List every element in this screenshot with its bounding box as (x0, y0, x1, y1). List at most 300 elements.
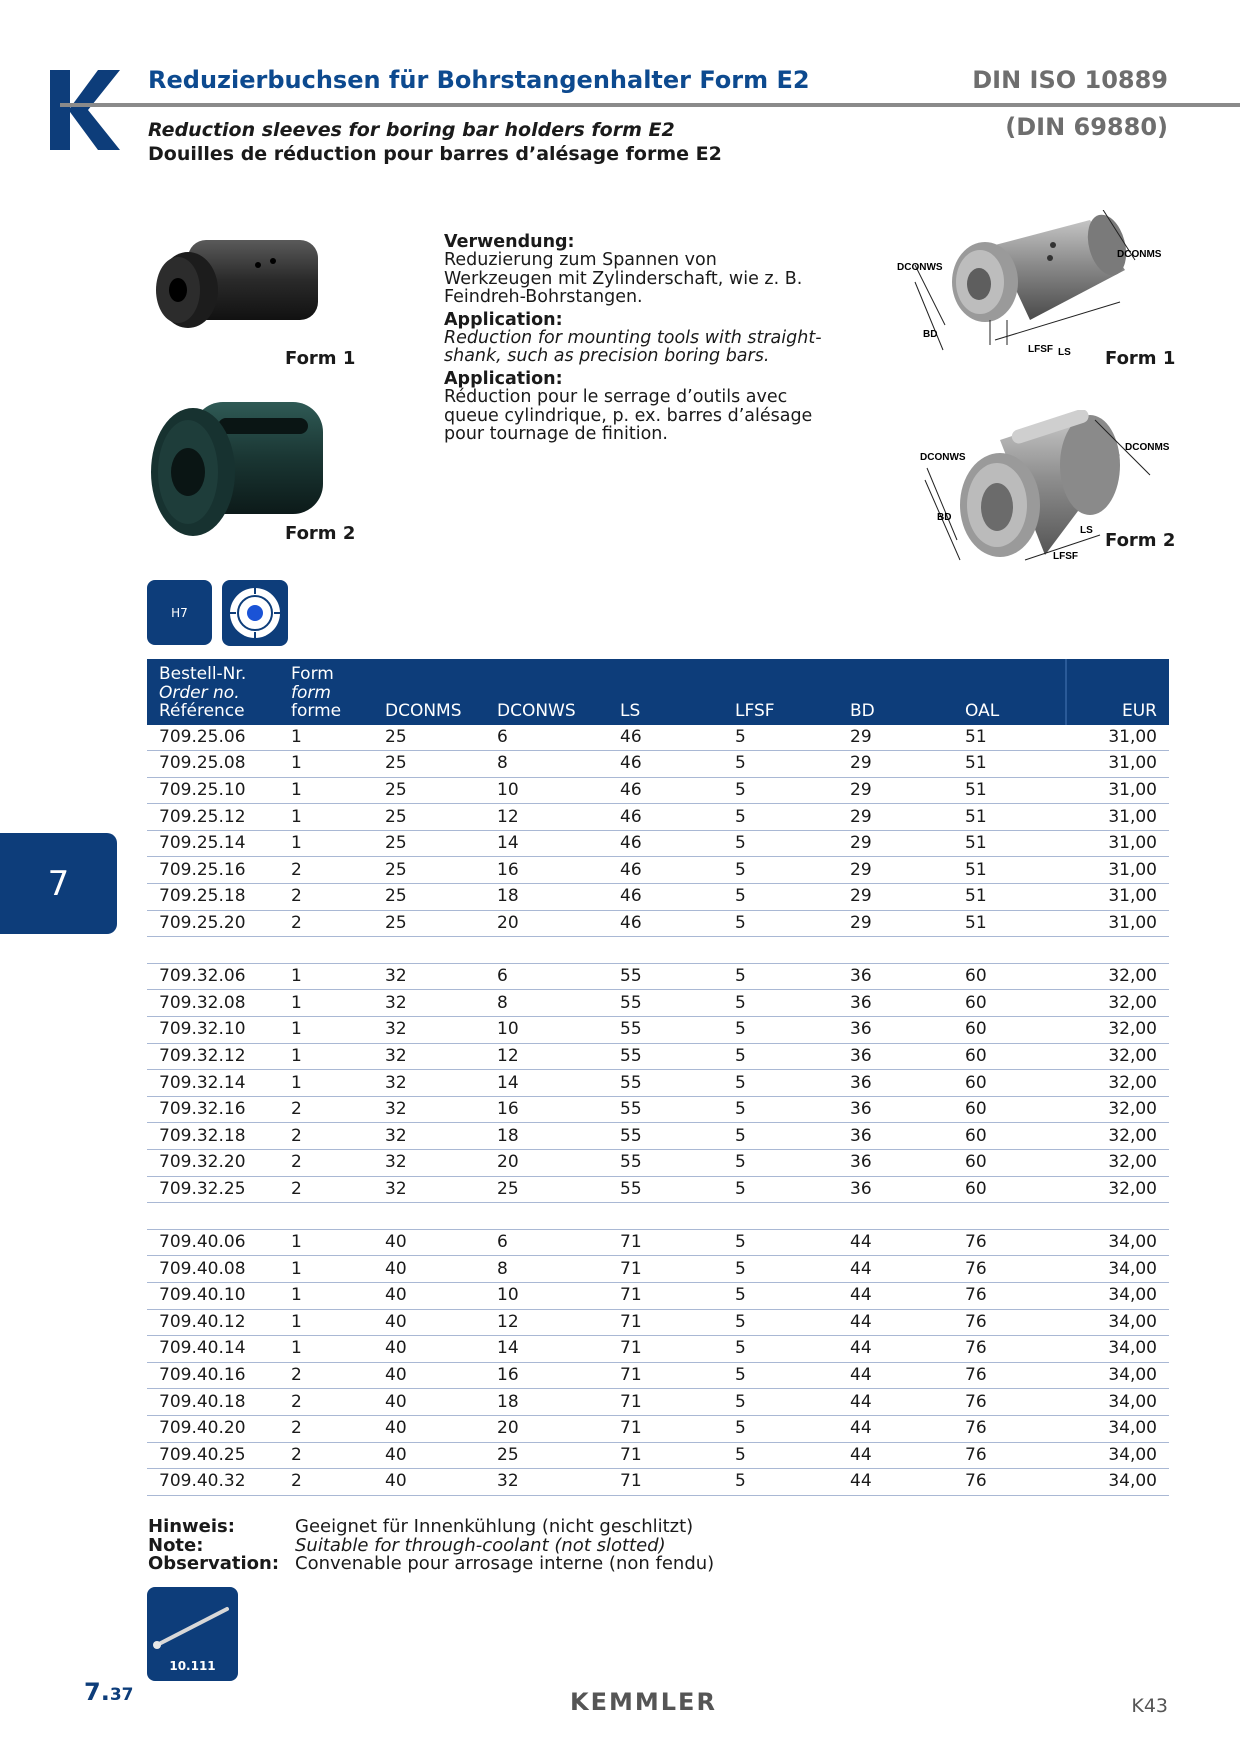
table-row[interactable] (147, 1150, 1169, 1177)
cell-ls: 55 (608, 1070, 723, 1097)
cell-oal: 60 (953, 1096, 1066, 1123)
cell-order-no: 709.40.18 (147, 1389, 279, 1416)
cell-lfsf: 5 (723, 1362, 838, 1389)
cell-oal: 76 (953, 1309, 1066, 1336)
table-row[interactable] (147, 1389, 1169, 1416)
cell-dconms: 32 (373, 1070, 485, 1097)
cell-order-no: 709.40.10 (147, 1282, 279, 1309)
cell-ls: 46 (608, 884, 723, 911)
cell-dconms: 25 (373, 910, 485, 937)
cell-order-no: 709.25.20 (147, 910, 279, 937)
cell-order-no: 709.40.08 (147, 1256, 279, 1283)
cell-dconws: 6 (485, 963, 608, 990)
cell-form: 1 (279, 725, 373, 751)
note-label-fr: Observation: (148, 1553, 280, 1574)
cell-dconms: 25 (373, 830, 485, 857)
note-texts (295, 1518, 714, 1574)
cell-lfsf: 5 (723, 910, 838, 937)
dim-label-bd-2: BD (937, 512, 952, 523)
cell-dconws: 16 (485, 1096, 608, 1123)
product-table (147, 659, 1169, 1496)
cell-bd: 44 (838, 1389, 953, 1416)
cell-order-no: 709.25.06 (147, 725, 279, 751)
cell-oal: 76 (953, 1336, 1066, 1363)
table-row[interactable] (147, 1282, 1169, 1309)
cell-form: 2 (279, 1176, 373, 1203)
cell-oal: 76 (953, 1229, 1066, 1256)
cell-order-no: 709.32.18 (147, 1123, 279, 1150)
cell-oal: 51 (953, 804, 1066, 831)
cell-ls: 46 (608, 804, 723, 831)
cell-form: 2 (279, 1362, 373, 1389)
note-labels (148, 1518, 279, 1574)
subtitle-en: Reduction sleeves for boring bar holders form E2 (148, 119, 675, 141)
cell-dconms: 32 (373, 1017, 485, 1044)
cell-dconws: 20 (485, 1150, 608, 1177)
cell-lfsf: 5 (723, 1336, 838, 1363)
dim-label-ls-2: LS (1080, 525, 1093, 536)
cell-oal: 60 (953, 1123, 1066, 1150)
cell-dconms: 40 (373, 1469, 485, 1496)
cell-lfsf: 5 (723, 751, 838, 778)
cell-order-no: 709.32.12 (147, 1043, 279, 1070)
header-lfsf: LFSF (723, 659, 838, 725)
usage-heading-fr: Application: (444, 368, 563, 389)
cell-dconms: 32 (373, 1176, 485, 1203)
cell-order-no: 709.40.14 (147, 1336, 279, 1363)
cell-eur: 31,00 (1066, 804, 1169, 831)
cell-order-no: 709.32.06 (147, 963, 279, 990)
cell-dconws: 10 (485, 777, 608, 804)
table-row[interactable] (147, 1362, 1169, 1389)
cell-form: 1 (279, 777, 373, 804)
cell-bd: 36 (838, 990, 953, 1017)
cell-order-no: 709.32.14 (147, 1070, 279, 1097)
cell-form: 2 (279, 1442, 373, 1469)
cell-form: 2 (279, 1150, 373, 1177)
cell-eur: 34,00 (1066, 1309, 1169, 1336)
cell-ls: 46 (608, 857, 723, 884)
cell-bd: 44 (838, 1309, 953, 1336)
cell-eur: 31,00 (1066, 857, 1169, 884)
cell-bd: 44 (838, 1442, 953, 1469)
cell-eur: 32,00 (1066, 990, 1169, 1017)
cell-form: 1 (279, 1256, 373, 1283)
cell-lfsf: 5 (723, 1017, 838, 1044)
table-row[interactable] (147, 1096, 1169, 1123)
form1-label: Form 1 (285, 348, 356, 369)
cell-oal: 60 (953, 990, 1066, 1017)
table-row[interactable] (147, 857, 1169, 884)
note-text-de: Geeignet für Innenkühlung (nicht geschlitzt) (295, 1516, 694, 1537)
cell-oal: 51 (953, 725, 1066, 751)
usage-description (444, 233, 824, 443)
dim-label-lfsf-2: LFSF (1053, 551, 1078, 562)
cell-form: 1 (279, 1043, 373, 1070)
dim-label-ls: LS (1058, 347, 1071, 358)
cell-dconms: 40 (373, 1389, 485, 1416)
cell-eur: 34,00 (1066, 1415, 1169, 1442)
cell-eur: 32,00 (1066, 963, 1169, 990)
cell-bd: 44 (838, 1469, 953, 1496)
cell-bd: 29 (838, 804, 953, 831)
cell-eur: 32,00 (1066, 1017, 1169, 1044)
table-row[interactable] (147, 1309, 1169, 1336)
cell-dconms: 25 (373, 751, 485, 778)
cell-bd: 29 (838, 857, 953, 884)
cell-order-no: 709.32.16 (147, 1096, 279, 1123)
cell-bd: 44 (838, 1362, 953, 1389)
cell-dconws: 18 (485, 1123, 608, 1150)
cell-eur: 32,00 (1066, 1043, 1169, 1070)
cell-dconws: 12 (485, 1309, 608, 1336)
dim-label-dconws-2: DCONWS (920, 452, 966, 463)
cell-ls: 71 (608, 1389, 723, 1416)
cell-order-no: 709.40.32 (147, 1469, 279, 1496)
cell-eur: 32,00 (1066, 1176, 1169, 1203)
cell-dconws: 25 (485, 1442, 608, 1469)
table-row[interactable] (147, 1043, 1169, 1070)
note-text-fr: Convenable pour arrosage interne (non fendu) (295, 1553, 715, 1574)
usage-text-en: Reduction for mounting tools with straight-shank, such as precision boring bars. (444, 328, 822, 367)
cell-form: 1 (279, 1017, 373, 1044)
accessory-ref: 10.111 (169, 1659, 216, 1673)
cell-dconws: 8 (485, 990, 608, 1017)
cell-bd: 44 (838, 1229, 953, 1256)
cell-ls: 71 (608, 1309, 723, 1336)
cell-ls: 55 (608, 1096, 723, 1123)
cell-order-no: 709.32.20 (147, 1150, 279, 1177)
cell-ls: 71 (608, 1256, 723, 1283)
cell-bd: 36 (838, 1043, 953, 1070)
cell-form: 2 (279, 857, 373, 884)
cell-bd: 29 (838, 830, 953, 857)
cell-eur: 31,00 (1066, 830, 1169, 857)
table-row[interactable] (147, 1336, 1169, 1363)
cell-ls: 55 (608, 1176, 723, 1203)
cell-order-no: 709.25.18 (147, 884, 279, 911)
cell-lfsf: 5 (723, 1096, 838, 1123)
header-order-no: Bestell-Nr. Order no. Référence (147, 659, 279, 725)
cell-form: 2 (279, 1389, 373, 1416)
cell-order-no: 709.40.25 (147, 1442, 279, 1469)
cell-dconws: 14 (485, 830, 608, 857)
standard-label-alt: (DIN 69880) (1005, 113, 1168, 141)
tolerance-label: H7 (171, 605, 188, 620)
table-body (147, 725, 1169, 1496)
cell-oal: 60 (953, 1043, 1066, 1070)
cell-dconms: 25 (373, 725, 485, 751)
cell-bd: 44 (838, 1415, 953, 1442)
cell-dconms: 25 (373, 884, 485, 911)
cell-ls: 55 (608, 1150, 723, 1177)
dim-label-bd: BD (923, 329, 938, 340)
cell-lfsf: 5 (723, 884, 838, 911)
cell-eur: 34,00 (1066, 1362, 1169, 1389)
cell-ls: 71 (608, 1442, 723, 1469)
cell-eur: 34,00 (1066, 1282, 1169, 1309)
cell-ls: 71 (608, 1336, 723, 1363)
brand-wordmark: KEMMLER (570, 1688, 717, 1716)
cell-oal: 76 (953, 1362, 1066, 1389)
cell-oal: 76 (953, 1389, 1066, 1416)
cell-lfsf: 5 (723, 990, 838, 1017)
tolerance-badge (147, 580, 212, 645)
cell-dconms: 40 (373, 1282, 485, 1309)
accessory-link[interactable] (147, 1587, 238, 1681)
header-divider (60, 103, 1240, 107)
cell-eur: 31,00 (1066, 910, 1169, 937)
cell-form: 2 (279, 1415, 373, 1442)
cell-dconws: 16 (485, 1362, 608, 1389)
cell-lfsf: 5 (723, 857, 838, 884)
table-row[interactable] (147, 804, 1169, 831)
table-row[interactable] (147, 990, 1169, 1017)
cell-dconms: 32 (373, 1150, 485, 1177)
page-title: Reduzierbuchsen für Bohrstangenhalter Form E2 (148, 66, 810, 94)
cell-dconws: 16 (485, 857, 608, 884)
cell-ls: 55 (608, 1123, 723, 1150)
cell-dconws: 14 (485, 1336, 608, 1363)
cell-bd: 36 (838, 963, 953, 990)
cell-eur: 34,00 (1066, 1256, 1169, 1283)
cell-dconms: 25 (373, 804, 485, 831)
cell-form: 2 (279, 884, 373, 911)
cell-dconms: 32 (373, 990, 485, 1017)
cell-dconws: 6 (485, 1229, 608, 1256)
cell-eur: 34,00 (1066, 1469, 1169, 1496)
cell-eur: 31,00 (1066, 751, 1169, 778)
cell-order-no: 709.40.16 (147, 1362, 279, 1389)
cell-lfsf: 5 (723, 1415, 838, 1442)
table-row[interactable] (147, 1229, 1169, 1256)
cell-dconms: 32 (373, 1043, 485, 1070)
usage-heading-en: Application: (444, 309, 563, 330)
cell-form: 1 (279, 1282, 373, 1309)
cell-dconms: 40 (373, 1256, 485, 1283)
table-row[interactable] (147, 830, 1169, 857)
dim-label-dconms-2: DCONMS (1125, 442, 1170, 453)
form1-drawing-label: Form 1 (1105, 348, 1176, 369)
cell-eur: 31,00 (1066, 777, 1169, 804)
cell-ls: 55 (608, 990, 723, 1017)
cell-eur: 31,00 (1066, 884, 1169, 911)
dim-label-dconms: DCONMS (1117, 249, 1162, 260)
table-row[interactable] (147, 1017, 1169, 1044)
cell-eur: 32,00 (1066, 1123, 1169, 1150)
cell-eur: 34,00 (1066, 1389, 1169, 1416)
cell-dconws: 10 (485, 1017, 608, 1044)
table-row[interactable] (147, 884, 1169, 911)
group-spacer (147, 937, 1169, 964)
cell-dconws: 8 (485, 751, 608, 778)
cell-order-no: 709.25.14 (147, 830, 279, 857)
cell-eur: 32,00 (1066, 1070, 1169, 1097)
usage-heading-de: Verwendung: (444, 232, 575, 252)
cell-oal: 76 (953, 1415, 1066, 1442)
header-form: Form form forme (279, 659, 373, 725)
table-header-row (147, 659, 1169, 725)
cell-form: 1 (279, 1336, 373, 1363)
cell-oal: 60 (953, 963, 1066, 990)
cell-bd: 36 (838, 1176, 953, 1203)
cell-ls: 71 (608, 1469, 723, 1496)
cell-dconws: 18 (485, 1389, 608, 1416)
group-spacer (147, 1203, 1169, 1230)
cell-bd: 44 (838, 1282, 953, 1309)
cell-oal: 60 (953, 1070, 1066, 1097)
note-text-en: Suitable for through-coolant (not slotted) (295, 1534, 666, 1556)
cell-order-no: 709.25.10 (147, 777, 279, 804)
cell-lfsf: 5 (723, 1309, 838, 1336)
cell-dconws: 10 (485, 1282, 608, 1309)
cell-oal: 76 (953, 1442, 1066, 1469)
cell-dconws: 12 (485, 804, 608, 831)
cell-dconms: 40 (373, 1415, 485, 1442)
cell-lfsf: 5 (723, 1150, 838, 1177)
cell-oal: 76 (953, 1282, 1066, 1309)
cell-dconms: 40 (373, 1309, 485, 1336)
table-row[interactable] (147, 963, 1169, 990)
table-row[interactable] (147, 1123, 1169, 1150)
cell-order-no: 709.25.16 (147, 857, 279, 884)
cell-oal: 76 (953, 1256, 1066, 1283)
cell-eur: 34,00 (1066, 1229, 1169, 1256)
cell-bd: 29 (838, 884, 953, 911)
table-row[interactable] (147, 777, 1169, 804)
cell-ls: 46 (608, 830, 723, 857)
cell-form: 1 (279, 1309, 373, 1336)
cell-ls: 71 (608, 1362, 723, 1389)
cell-form: 2 (279, 1123, 373, 1150)
cell-oal: 60 (953, 1017, 1066, 1044)
cell-lfsf: 5 (723, 1442, 838, 1469)
cell-bd: 29 (838, 751, 953, 778)
chapter-tab[interactable] (0, 833, 117, 934)
cell-bd: 36 (838, 1150, 953, 1177)
cell-lfsf: 5 (723, 804, 838, 831)
cell-ls: 46 (608, 725, 723, 751)
cell-ls: 55 (608, 963, 723, 990)
cell-oal: 76 (953, 1469, 1066, 1496)
cell-lfsf: 5 (723, 777, 838, 804)
cell-bd: 36 (838, 1096, 953, 1123)
cell-bd: 44 (838, 1256, 953, 1283)
table-row[interactable] (147, 751, 1169, 778)
table-row[interactable] (147, 910, 1169, 937)
cell-form: 2 (279, 1469, 373, 1496)
cell-eur: 34,00 (1066, 1442, 1169, 1469)
boring-bar-icon (147, 1587, 238, 1657)
cell-order-no: 709.32.25 (147, 1176, 279, 1203)
header-dconws: DCONWS (485, 659, 608, 725)
cell-bd: 29 (838, 777, 953, 804)
cell-oal: 60 (953, 1176, 1066, 1203)
form2-drawing-label: Form 2 (1105, 530, 1176, 551)
cell-eur: 32,00 (1066, 1096, 1169, 1123)
cell-order-no: 709.40.20 (147, 1415, 279, 1442)
cell-lfsf: 5 (723, 830, 838, 857)
cell-lfsf: 5 (723, 1123, 838, 1150)
cell-form: 1 (279, 830, 373, 857)
cell-dconms: 32 (373, 1096, 485, 1123)
table-row[interactable] (147, 1176, 1169, 1203)
cell-bd: 36 (838, 1070, 953, 1097)
cell-ls: 46 (608, 910, 723, 937)
cell-oal: 51 (953, 857, 1066, 884)
cell-lfsf: 5 (723, 963, 838, 990)
cell-dconms: 40 (373, 1336, 485, 1363)
note-label-de: Hinweis: (148, 1516, 235, 1537)
cell-oal: 51 (953, 751, 1066, 778)
cell-dconws: 18 (485, 884, 608, 911)
table-row[interactable] (147, 1256, 1169, 1283)
table-row[interactable] (147, 1442, 1169, 1469)
concentric-badge (222, 580, 288, 646)
cell-lfsf: 5 (723, 725, 838, 751)
cell-dconws: 6 (485, 725, 608, 751)
cell-order-no: 709.40.12 (147, 1309, 279, 1336)
cell-bd: 29 (838, 910, 953, 937)
cell-ls: 71 (608, 1415, 723, 1442)
table-row[interactable] (147, 1469, 1169, 1496)
cell-dconws: 20 (485, 1415, 608, 1442)
cell-bd: 36 (838, 1017, 953, 1044)
cell-order-no: 709.25.12 (147, 804, 279, 831)
cell-lfsf: 5 (723, 1282, 838, 1309)
cell-bd: 29 (838, 725, 953, 751)
standard-label: DIN ISO 10889 (972, 66, 1168, 94)
cell-dconws: 25 (485, 1176, 608, 1203)
cell-form: 2 (279, 910, 373, 937)
usage-text-de: Reduzierung zum Spannen von Werkzeugen mit Zylinderschaft, wie z. B. Feindreh-Bohrstangen. (444, 250, 803, 308)
usage-text-fr: Réduction pour le serrage d’outils avec queue cylindrique, p. ex. barres d’alésage pour tournage de finition. (444, 387, 813, 445)
cell-dconws: 14 (485, 1070, 608, 1097)
cell-dconms: 40 (373, 1362, 485, 1389)
kemmler-k-logo (50, 70, 120, 150)
cell-ls: 55 (608, 1043, 723, 1070)
cell-oal: 60 (953, 1150, 1066, 1177)
table-row[interactable] (147, 1415, 1169, 1442)
header-eur: EUR (1066, 659, 1169, 725)
cell-dconms: 32 (373, 1123, 485, 1150)
cell-ls: 55 (608, 1017, 723, 1044)
cell-ls: 71 (608, 1229, 723, 1256)
cell-lfsf: 5 (723, 1229, 838, 1256)
cell-ls: 46 (608, 777, 723, 804)
header-ls: LS (608, 659, 723, 725)
cell-oal: 51 (953, 884, 1066, 911)
cell-oal: 51 (953, 910, 1066, 937)
form1-product-image (148, 235, 328, 335)
concentric-target-icon (222, 580, 288, 646)
table-row[interactable] (147, 725, 1169, 751)
header-oal: OAL (953, 659, 1066, 725)
cell-oal: 51 (953, 777, 1066, 804)
catalog-code: K43 (1131, 1695, 1168, 1717)
cell-dconms: 40 (373, 1229, 485, 1256)
cell-lfsf: 5 (723, 1256, 838, 1283)
cell-form: 1 (279, 1070, 373, 1097)
cell-dconws: 32 (485, 1469, 608, 1496)
dim-label-dconws: DCONWS (897, 262, 943, 273)
cell-order-no: 709.40.06 (147, 1229, 279, 1256)
cell-dconws: 8 (485, 1256, 608, 1283)
note-label-en: Note: (148, 1534, 204, 1556)
cell-lfsf: 5 (723, 1469, 838, 1496)
cell-dconms: 25 (373, 857, 485, 884)
table-row[interactable] (147, 1070, 1169, 1097)
